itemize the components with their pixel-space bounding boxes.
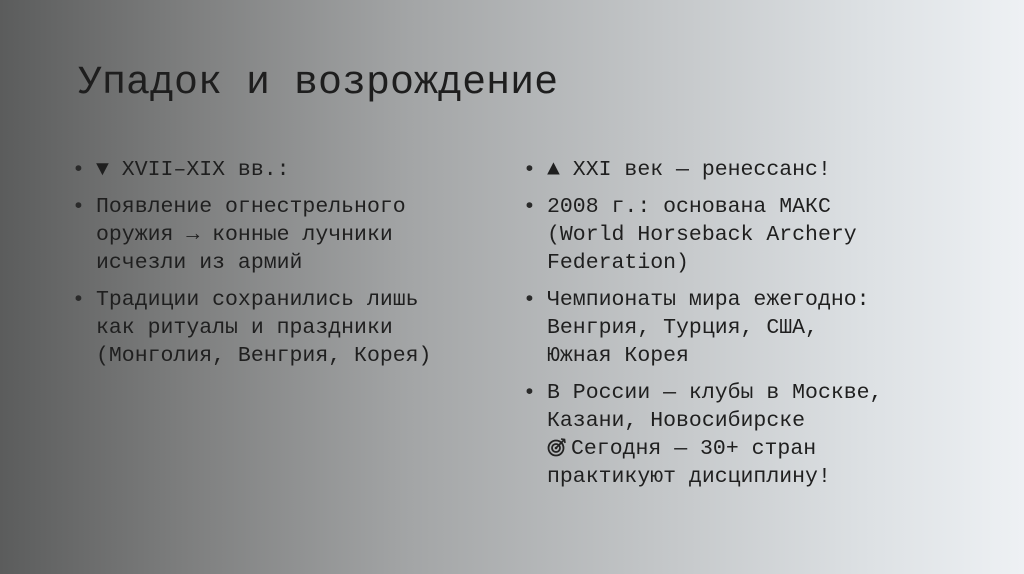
bullet: • [72, 195, 85, 219]
bullet: • [523, 288, 536, 312]
bullet: • [523, 195, 536, 219]
bullet: • [523, 381, 536, 405]
bullet: • [523, 158, 536, 182]
list-item-line: Появление огнестрельного [96, 195, 406, 219]
list-item [70, 286, 510, 370]
bullet: • [72, 288, 85, 312]
list-item-line: исчезли из армий [96, 251, 303, 275]
list-item-line: ▼ XVII–XIX вв.: [96, 158, 290, 182]
list-item-line: оружия → конные лучники [96, 223, 393, 247]
list-item-line: 2008 г.: основана МАКС [547, 195, 831, 219]
list-item-line: В России — клубы в Москве, [547, 381, 883, 405]
list-item-line: (World Horseback Archery [547, 223, 857, 247]
list-item-line: Венгрия, Турция, США, [547, 316, 818, 340]
list-item-line: Южная Корея [547, 344, 689, 368]
list-item-line: (Монголия, Венгрия, Корея) [96, 344, 432, 368]
list-item [521, 193, 961, 277]
list-item [70, 156, 510, 184]
left-bullet-list [70, 156, 510, 379]
list-item-line: практикуют дисциплину! [547, 465, 831, 489]
right-bullet-list [521, 156, 961, 500]
list-item-line: Federation) [547, 251, 689, 275]
list-item [521, 286, 961, 370]
list-item-line: как ритуалы и праздники [96, 316, 393, 340]
list-item [521, 156, 961, 184]
list-item [70, 193, 510, 277]
target-arrow-icon [547, 437, 567, 457]
list-item-line-with-icon [547, 435, 961, 463]
list-item-line: Традиции сохранились лишь [96, 288, 419, 312]
slide-title: Упадок и возрождение [78, 61, 559, 106]
list-item-line: ▲ XXI век — ренессанс! [547, 158, 831, 182]
list-item-line: Чемпионаты мира ежегодно: [547, 288, 870, 312]
list-item [521, 379, 961, 491]
bullet: • [72, 158, 85, 182]
list-item-line: Казани, Новосибирске [547, 409, 806, 433]
list-item-line-text: Сегодня — 30+ стран [571, 437, 817, 461]
